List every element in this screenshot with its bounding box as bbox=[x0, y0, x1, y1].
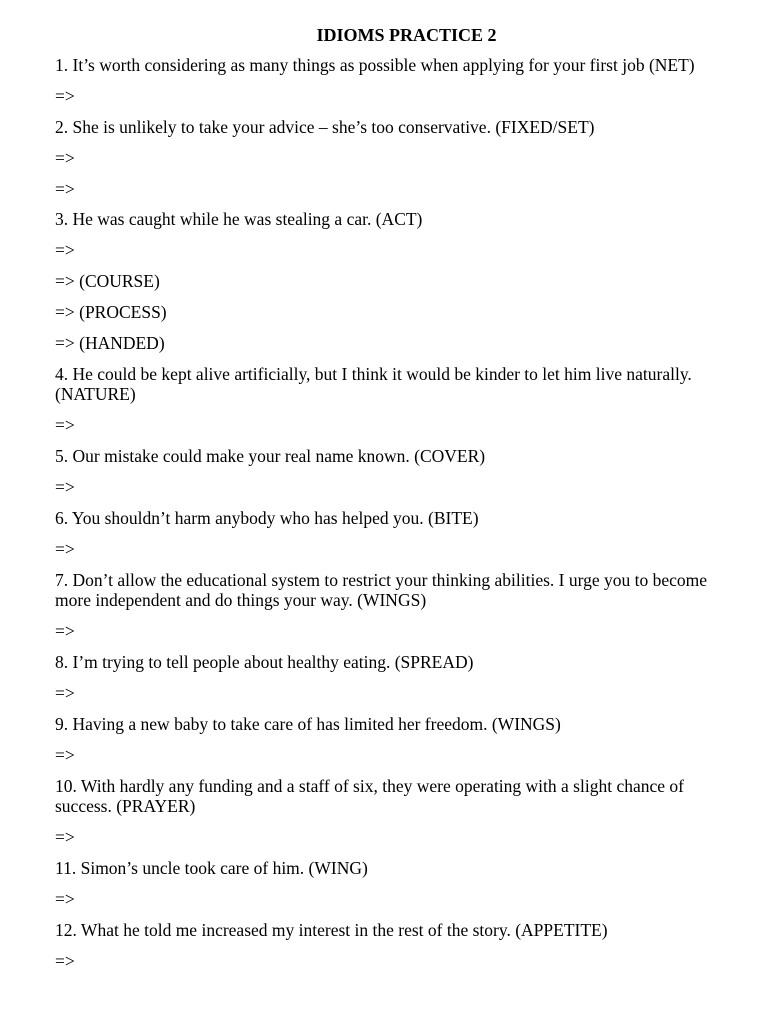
question-9: 9. Having a new baby to take care of has limited her freedom. (WINGS) bbox=[55, 713, 561, 734]
question-5: 5. Our mistake could make your real name known. (COVER) bbox=[55, 446, 486, 467]
answer-line: => bbox=[55, 744, 75, 765]
question-6: 6. You shouldn’t harm anybody who has helped you. (BITE) bbox=[55, 507, 479, 528]
answer-line: => (PROCESS) bbox=[55, 302, 167, 323]
answer-line: => bbox=[55, 477, 75, 498]
answer-line: => bbox=[55, 682, 75, 703]
answer-line: => bbox=[55, 85, 75, 106]
question-7: 7. Don’t allow the educational system to restrict your thinking abilities. I urge you to become more independent and do things your way. (WINGS) bbox=[55, 569, 708, 611]
question-11: 11. Simon’s uncle took care of him. (WING) bbox=[55, 857, 368, 878]
document-title: IDIOMS PRACTICE 2 bbox=[316, 25, 497, 45]
question-3: 3. He was caught while he was stealing a car. (ACT) bbox=[55, 209, 423, 230]
question-8: 8. I’m trying to tell people about healthy eating. (SPREAD) bbox=[55, 652, 474, 673]
answer-line: => bbox=[55, 621, 75, 642]
answer-line: => (HANDED) bbox=[55, 333, 165, 354]
answer-line: => bbox=[55, 240, 75, 261]
answer-line: => bbox=[55, 826, 75, 847]
question-2: 2. She is unlikely to take your advice – she’s too conservative. (FIXED/SET) bbox=[55, 116, 595, 137]
answer-line: => bbox=[55, 950, 75, 971]
answer-line: => bbox=[55, 147, 75, 168]
question-1: 1. It’s worth considering as many things as possible when applying for your first job (NET) bbox=[55, 55, 695, 75]
answer-line: => bbox=[55, 888, 75, 909]
answer-line: => bbox=[55, 178, 75, 199]
answer-line: => bbox=[55, 415, 75, 436]
answer-line: => bbox=[55, 538, 75, 559]
question-4: 4. He could be kept alive artificially, but I think it would be kinder to let him live naturally. (NATURE) bbox=[55, 363, 692, 405]
answer-line: => (COURSE) bbox=[55, 271, 160, 292]
question-10: 10. With hardly any funding and a staff of six, they were operating with a slight chance of success. (PRAYER) bbox=[55, 775, 684, 817]
question-12: 12. What he told me increased my interest in the rest of the story. (APPETITE) bbox=[55, 919, 608, 940]
